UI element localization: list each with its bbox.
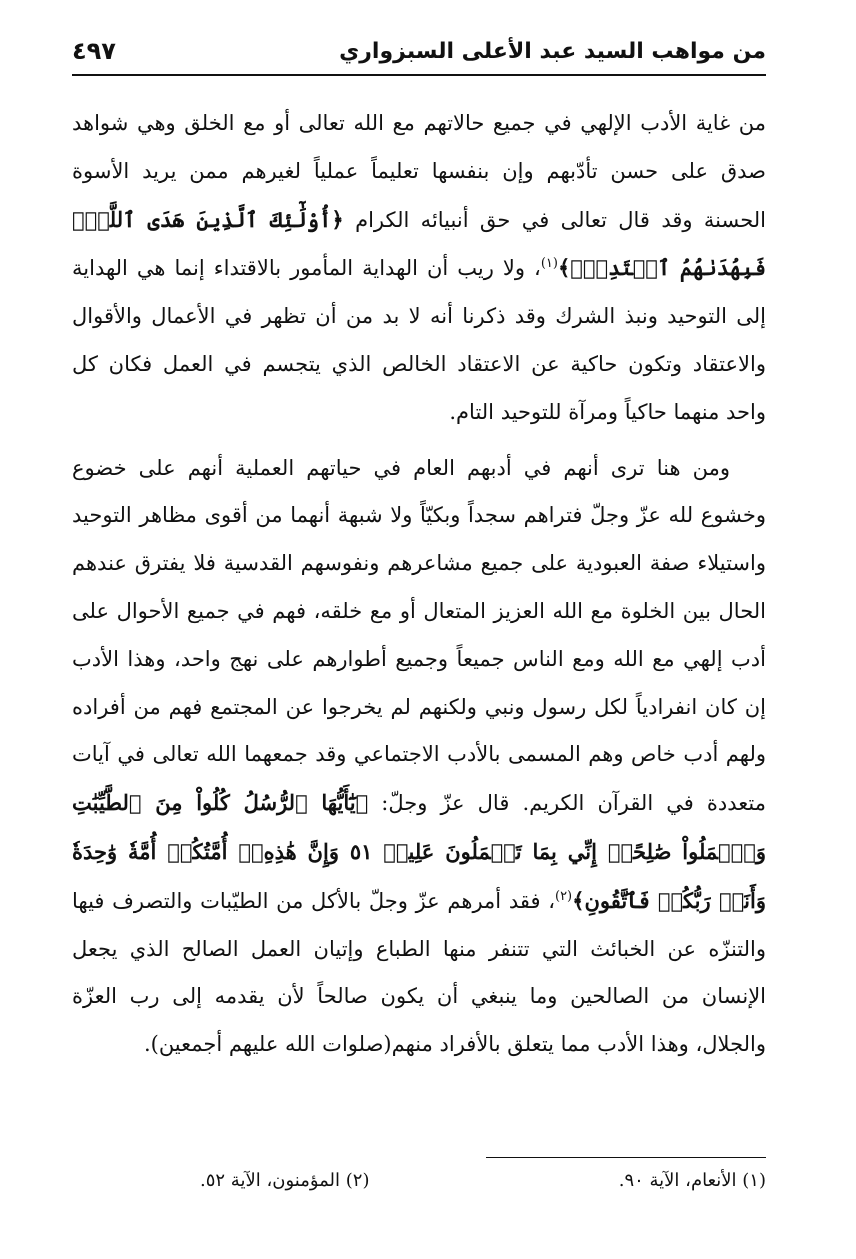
paragraph-1-text-a: من غاية الأدب الإلهي في جميع حالاتهم مع الله تعالى أو مع الخلق وهي شواهد صدق على حسن تأدّبهم وإن بنفسها تعليماً عملياً لغيرهم ممن يريد الأسوة الحسنة وقد قال تعالى في حق أنبيائه الكرام [72, 111, 767, 232]
page-number: ٤٩٧ [72, 37, 116, 65]
quran-close-bracket: ﴾ [557, 255, 571, 281]
running-title: من مواهب السيد عبد الأعلى السبزواري [339, 38, 766, 64]
paragraph-2-text-b: ، فقد أمرهم عزّ وجلّ بالأكل من الطيّبات والتصرف فيها والتنزّه عن الخبائث التي تتنفر منها الطباع وإتيان العمل الصالح الذي يجعل الإنسان من الصالحين وما ينبغي أن يكون صالحاً لأن يقدمه إلى رب العزّة والجلال، وهذا الأدب مما يتعلق بالأفراد منهم(صلوات الله عليهم أجمعين). [72, 888, 766, 1057]
body-text [72, 100, 766, 1069]
footnote-separator [486, 1157, 766, 1158]
quran-verse-2: يَٰٓأَيُّهَا ٱلرُّسُلُ كُلُواْ مِنَ ٱلطَّيِّبَٰتِ وَٱعۡمَلُواْ صَٰلِحًاۖ إِنِّي بِمَا تَعۡمَلُونَ عَلِيمٞ ٥١ وَإِنَّ هَٰذِهِۦٓ أُمَّتُكُمۡ أُمَّةٗ وَٰحِدَةٗ وَأَنَا۠ رَبُّكُمۡ فَٱتَّقُونِ [72, 790, 767, 913]
quran-open-bracket: ﴿ [331, 206, 344, 232]
footnote-2: (٢) المؤمنون، الآية ٥٢. [200, 1170, 370, 1191]
paragraph-1-text-b: ، ولا ريب أن الهداية المأمور بالاقتداء إنما هي الهداية إلى التوحيد ونبذ الشرك وقد ذكرنا أنه لا بد من أن تظهر في الأعمال والأقوال والاعتقاد وتكون حاكية عن الاعتقاد الخالص الذي يتجسم في العمل فكان كل واحد منهما حاكياً ومرآة للتوحيد التام. [72, 256, 766, 424]
paragraph-1 [72, 100, 766, 437]
quran-close-bracket: ﴾ [572, 887, 585, 913]
footnote-ref-1[interactable]: (١) [540, 256, 558, 272]
footnote-ref-2[interactable]: (٢) [554, 888, 573, 904]
quran-open-bracket: ﴿ [355, 790, 369, 816]
page-header [72, 28, 766, 76]
paragraph-2-text-a: ومن هنا ترى أنهم في أدبهم العام في حياتهم العملية أنهم على خضوع وخشوع لله عزّ وجلّ فتراهم سجداً وبكيّاً ولا شبهة أنهما من أقوى مظاهر التوحيد واستيلاء صفة العبودية على جميع مشاعرهم ونفوسهم القدسية فلا يفترق عندهم الحال بين الخلوة مع الله العزيز المتعال أو مع خلقه، فهم في جميع الأحوال على أدب إلهي مع الله ومع الناس جميعاً وجميع أطوارهم على نهج واحد، وهذا الأدب إن كان انفرادياً لكل رسول ونبي ولكنهم لم يخرجوا عن المجتمع فهم من أفراده ولهم أدب خاص وهم المسمى بالأدب الاجتماعي وقد جمعهما الله تعالى في آيات متعددة في القرآن الكريم. قال عزّ وجلّ: [72, 455, 766, 816]
footnotes [200, 1170, 766, 1191]
footnote-1: (١) الأنعام، الآية ٩٠. [618, 1170, 766, 1191]
quran-verse-1: أُوْلَٰٓئِكَ ٱلَّذِينَ هَدَى ٱللَّهُۖ فَبِهُدَىٰهُمُ ٱقۡتَدِهۡۗ [72, 206, 766, 281]
paragraph-2 [72, 445, 766, 1069]
